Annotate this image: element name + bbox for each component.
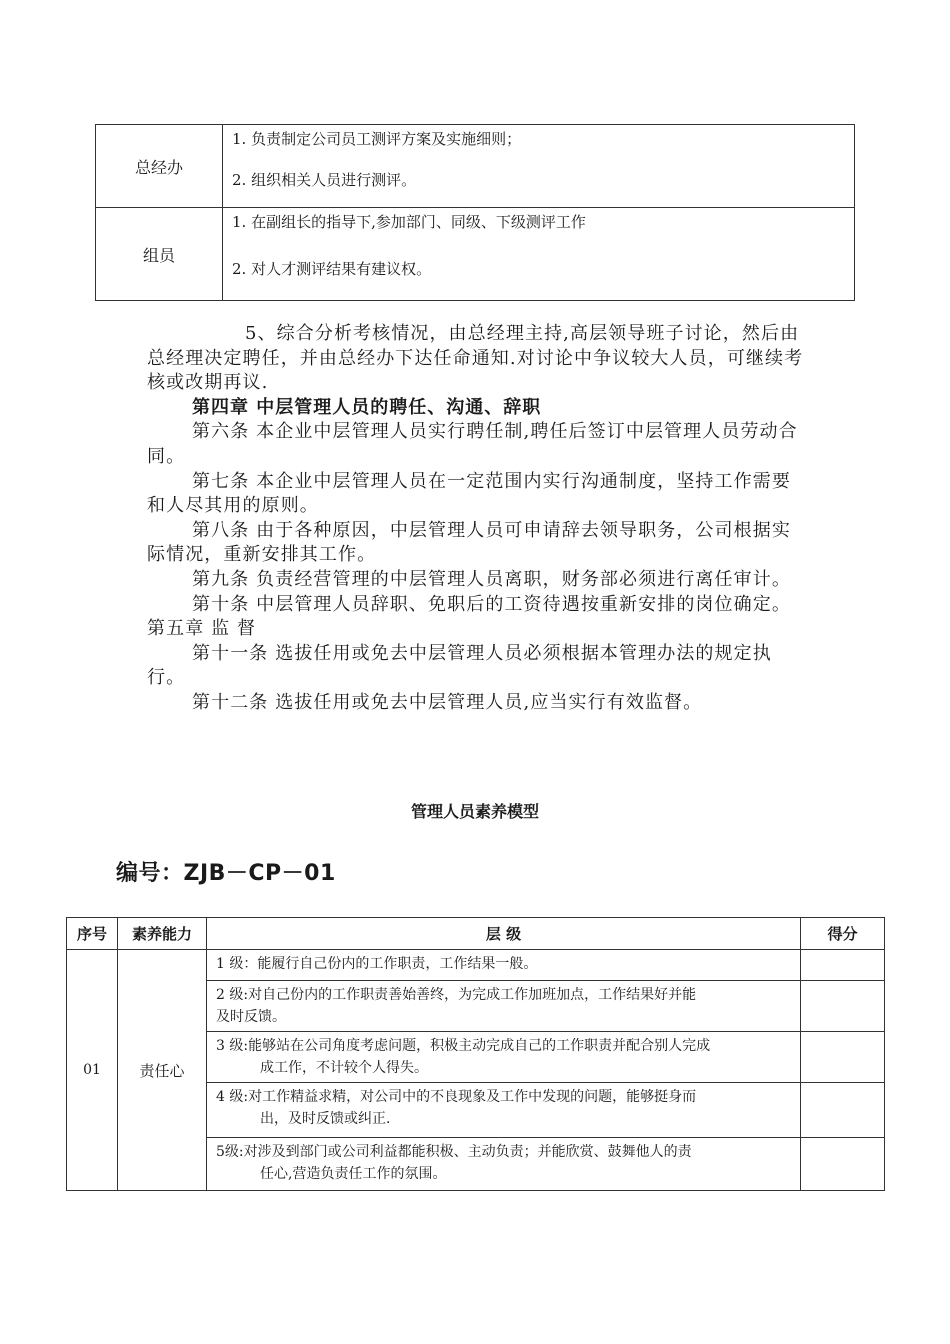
duty-item: 2. 对人才测评结果有建议权。 — [232, 260, 432, 278]
article: 第十二条 选拔任用或免去中层管理人员,应当实行有效监督。 — [192, 691, 703, 713]
level-description — [207, 1083, 801, 1138]
header-level: 层 级 — [207, 918, 801, 950]
table-row — [96, 125, 855, 208]
level-description — [207, 1032, 801, 1083]
chapter-heading: 第五章 监 督 — [147, 618, 257, 640]
ability-name: 责任心 — [118, 950, 207, 1191]
model-title: 管理人员素养模型 — [410, 802, 539, 821]
level-text: 1 级：能履行自己份内的工作职责，工作结果一般。 — [216, 956, 538, 972]
score-cell[interactable] — [801, 1138, 885, 1191]
document-code: 编号：ZJB－CP－01 — [116, 861, 336, 886]
duty-item: 1. 负责制定公司员工测评方案及实施细则； — [232, 130, 522, 148]
duty-cell — [223, 125, 855, 208]
duty-item: 1. 在副组长的指导下,参加部门、同级、下级测评工作 — [232, 213, 586, 231]
header-no: 序号 — [67, 918, 118, 950]
role-cell: 组员 — [96, 208, 223, 301]
competency-table — [66, 917, 885, 1191]
level-text: 5级:对涉及到部门或公司利益都能积极、主动负责；并能欣赏、鼓舞他人的责 — [216, 1144, 692, 1160]
level-description — [207, 981, 801, 1032]
level-text-cont: 成工作，不计较个人得失。 — [260, 1060, 428, 1076]
regulation-text — [147, 322, 807, 716]
row-number: 01 — [67, 950, 118, 1191]
score-cell[interactable] — [801, 950, 885, 981]
article: 第六条 本企业中层管理人员实行聘任制,聘任后签订中层管理人员劳动合同。 — [147, 421, 798, 467]
table-row — [96, 208, 855, 301]
level-text-cont: 任心,营造负责任工作的氛围。 — [260, 1166, 447, 1182]
article: 第七条 本企业中层管理人员在一定范围内实行沟通制度，坚持工作需要和人尽其用的原则。 — [147, 470, 791, 517]
article: 第十一条 选拔任用或免去中层管理人员必须根据本管理办法的规定执行。 — [147, 642, 772, 689]
responsibility-table — [95, 124, 855, 301]
level-description — [207, 1138, 801, 1191]
score-cell[interactable] — [801, 1083, 885, 1138]
role-cell: 总经办 — [96, 125, 223, 208]
score-cell[interactable] — [801, 1032, 885, 1083]
table-header-row — [67, 918, 885, 950]
level-text-cont: 出，及时反馈或纠正. — [260, 1111, 391, 1127]
level-text: 4 级:对工作精益求精，对公司中的不良现象及工作中发现的问题，能够挺身而 — [216, 1089, 697, 1105]
duty-cell — [223, 208, 855, 301]
header-ability: 素养能力 — [118, 918, 207, 950]
score-cell[interactable] — [801, 981, 885, 1032]
level-text: 2 级:对自己份内的工作职责善始善终，为完成工作加班加点，工作结果好并能 — [216, 987, 697, 1003]
header-score: 得分 — [801, 918, 885, 950]
chapter-heading: 第四章 中层管理人员的聘任、沟通、辞职 — [192, 396, 542, 418]
level-text: 3 级:能够站在公司角度考虑问题，积极主动完成自己的工作职责并配合别人完成 — [216, 1038, 711, 1054]
paragraph: 5、综合分析考核情况，由总经理主持,高层领导班子讨论，然后由总经理决定聘任，并由总经办下达任命通知.对讨论中争议较大人员，可继续考核或改期再议. — [147, 323, 804, 394]
article: 第十条 中层管理人员辞职、免职后的工资待遇按重新安排的岗位确定。 — [192, 593, 791, 615]
table-row — [67, 950, 885, 981]
duty-item: 2. 组织相关人员进行测评。 — [232, 171, 417, 189]
level-description — [207, 950, 801, 981]
article: 第八条 由于各种原因，中层管理人员可申请辞去领导职务，公司根据实际情况，重新安排其工作。 — [147, 519, 791, 566]
level-text-cont: 及时反馈。 — [216, 1009, 286, 1025]
article: 第九条 负责经营管理的中层管理人员离职，财务部必须进行离任审计。 — [192, 568, 791, 590]
